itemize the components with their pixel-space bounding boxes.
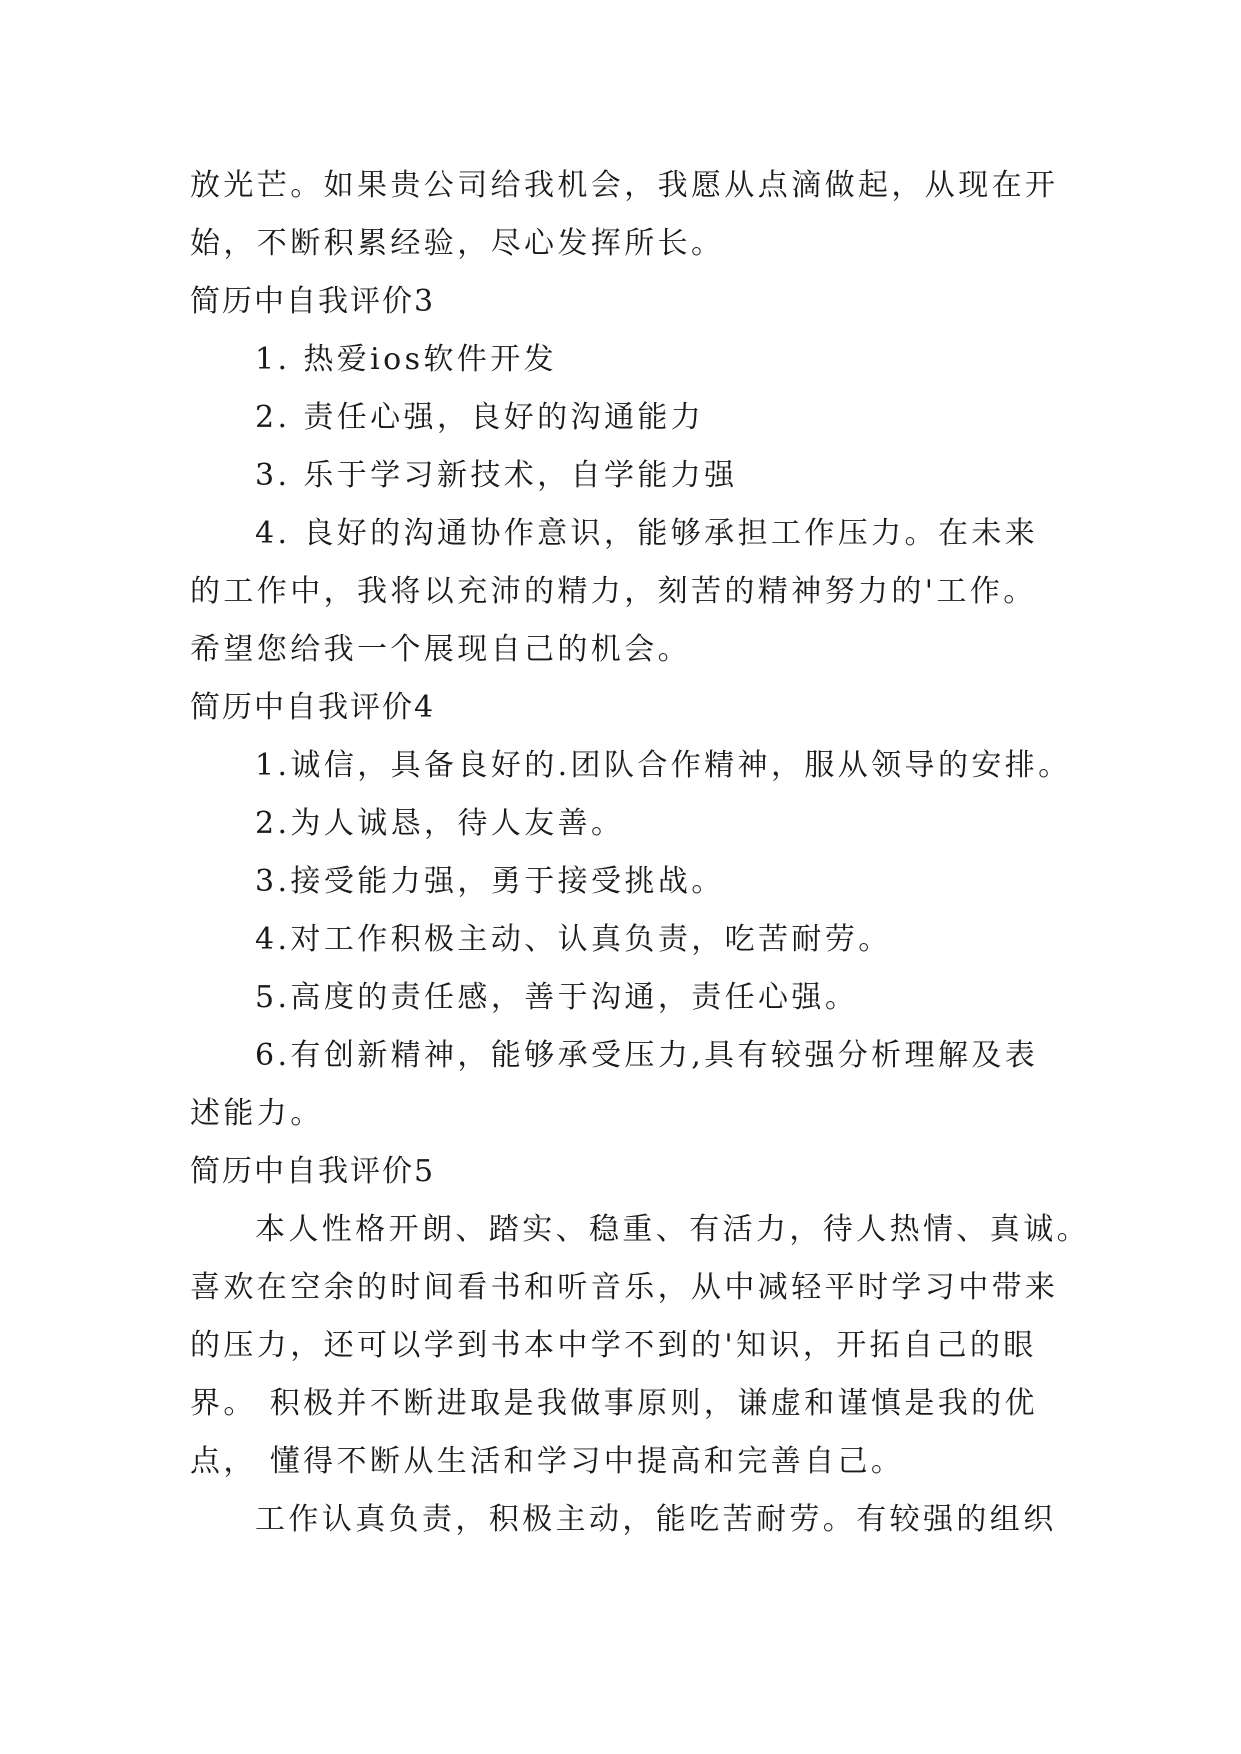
list-item: 2.为人诚恳，待人友善。 bbox=[255, 806, 625, 841]
list-item: 4. 良好的沟通协作意识，能够承担工作压力。在未来 bbox=[255, 516, 1039, 551]
paragraph-line: 述能力。 bbox=[190, 1096, 324, 1131]
paragraph-line: 工作认真负责，积极主动，能吃苦耐劳。有较强的组织 bbox=[255, 1502, 1057, 1537]
list-item: 3. 乐于学习新技术，自学能力强 bbox=[255, 458, 738, 493]
list-item: 4.对工作积极主动、认真负责，吃苦耐劳。 bbox=[255, 922, 892, 957]
list-item: 6.有创新精神，能够承受压力,具有较强分析理解及表 bbox=[255, 1038, 1039, 1073]
paragraph-line: 界。 积极并不断进取是我做事原则，谦虚和谨慎是我的优 bbox=[190, 1386, 1038, 1421]
paragraph-line: 始，不断积累经验，尽心发挥所长。 bbox=[190, 226, 725, 261]
paragraph-line: 的压力，还可以学到书本中学不到的'知识，开拓自己的眼 bbox=[190, 1328, 1037, 1363]
list-item: 1. 热爱ios软件开发 bbox=[255, 342, 558, 377]
paragraph-line: 放光芒。如果贵公司给我机会，我愿从点滴做起，从现在开 bbox=[190, 168, 1059, 203]
list-item: 1.诚信，具备良好的.团队合作精神，服从领导的安排。 bbox=[255, 748, 1072, 783]
paragraph-line: 本人性格开朗、踏实、稳重、有活力，待人热情、真诚。 bbox=[255, 1212, 1090, 1247]
list-item: 5.高度的责任感，善于沟通，责任心强。 bbox=[255, 980, 859, 1015]
list-item: 3.接受能力强，勇于接受挑战。 bbox=[255, 864, 725, 899]
list-item: 2. 责任心强，良好的沟通能力 bbox=[255, 400, 705, 435]
paragraph-line: 的工作中，我将以充沛的精力，刻苦的精神努力的'工作。 bbox=[190, 574, 1037, 609]
section-heading-3: 简历中自我评价3 bbox=[190, 284, 436, 319]
section-heading-5: 简历中自我评价5 bbox=[190, 1154, 436, 1189]
paragraph-line: 喜欢在空余的时间看书和听音乐，从中减轻平时学习中带来 bbox=[190, 1270, 1059, 1305]
paragraph-line: 点， 懂得不断从生活和学习中提高和完善自己。 bbox=[190, 1444, 905, 1479]
section-heading-4: 简历中自我评价4 bbox=[190, 690, 436, 725]
paragraph-line: 希望您给我一个展现自己的机会。 bbox=[190, 632, 691, 667]
